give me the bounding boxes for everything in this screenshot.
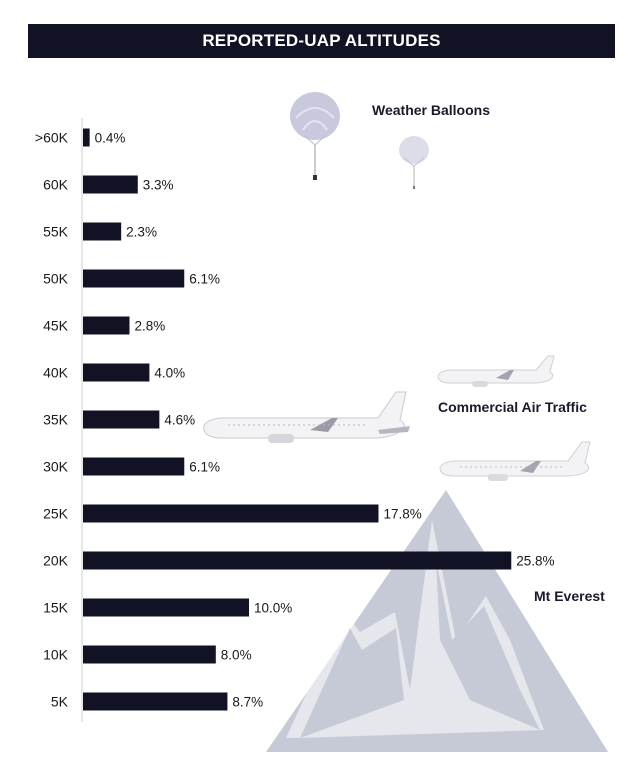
y-tick-label: 35K (43, 411, 68, 428)
airplane-icon (438, 356, 554, 387)
y-tick-label: 5K (50, 693, 68, 710)
bar-data-label: 3.3% (142, 177, 174, 193)
y-tick-label: 40K (43, 364, 68, 381)
bar-data-label: 25.8% (516, 553, 555, 569)
bar (83, 364, 149, 382)
bar-data-label: 8.0% (220, 647, 252, 663)
bar-data-label: 6.1% (189, 459, 221, 475)
bar-data-label: 17.8% (383, 506, 422, 522)
bar (83, 411, 159, 429)
bar-data-label: 2.8% (134, 318, 166, 334)
chart-title: REPORTED-UAP ALTITUDES (28, 24, 615, 58)
mountain-icon (266, 490, 608, 752)
bar (83, 223, 121, 241)
y-tick-label: >60K (34, 129, 68, 146)
weather-balloon-icon (290, 92, 340, 180)
bar-data-label: 4.6% (164, 412, 196, 428)
bar (83, 693, 227, 711)
annotation-weather-balloons: Weather Balloons (372, 102, 490, 118)
bar (83, 458, 184, 476)
bar-data-label: 10.0% (254, 600, 293, 616)
bar-data-label: 8.7% (232, 694, 264, 710)
airplane-icon (440, 442, 590, 481)
bar-data-label: 6.1% (189, 271, 221, 287)
bar (83, 552, 511, 570)
y-tick-label: 15K (43, 599, 68, 616)
y-tick-label: 25K (43, 505, 68, 522)
y-tick-label: 55K (43, 223, 68, 240)
bar (83, 270, 184, 288)
bar (83, 176, 138, 194)
airplane-icon (204, 392, 410, 443)
y-tick-label: 20K (43, 552, 68, 569)
bar (83, 599, 249, 617)
annotation-mt-everest: Mt Everest (534, 588, 605, 604)
bar (83, 646, 216, 664)
y-tick-label: 50K (43, 270, 68, 287)
annotation-commercial-air-traffic: Commercial Air Traffic (438, 399, 587, 415)
y-tick-label: 60K (43, 176, 68, 193)
bar (83, 129, 90, 147)
bar-data-label: 0.4% (94, 130, 126, 146)
bar (83, 505, 378, 523)
bar (83, 317, 129, 335)
bar-data-label: 4.0% (154, 365, 186, 381)
y-tick-label: 30K (43, 458, 68, 475)
weather-balloon-icon (399, 136, 429, 189)
y-tick-label: 45K (43, 317, 68, 334)
y-tick-label: 10K (43, 646, 68, 663)
bar-data-label: 2.3% (126, 224, 157, 240)
